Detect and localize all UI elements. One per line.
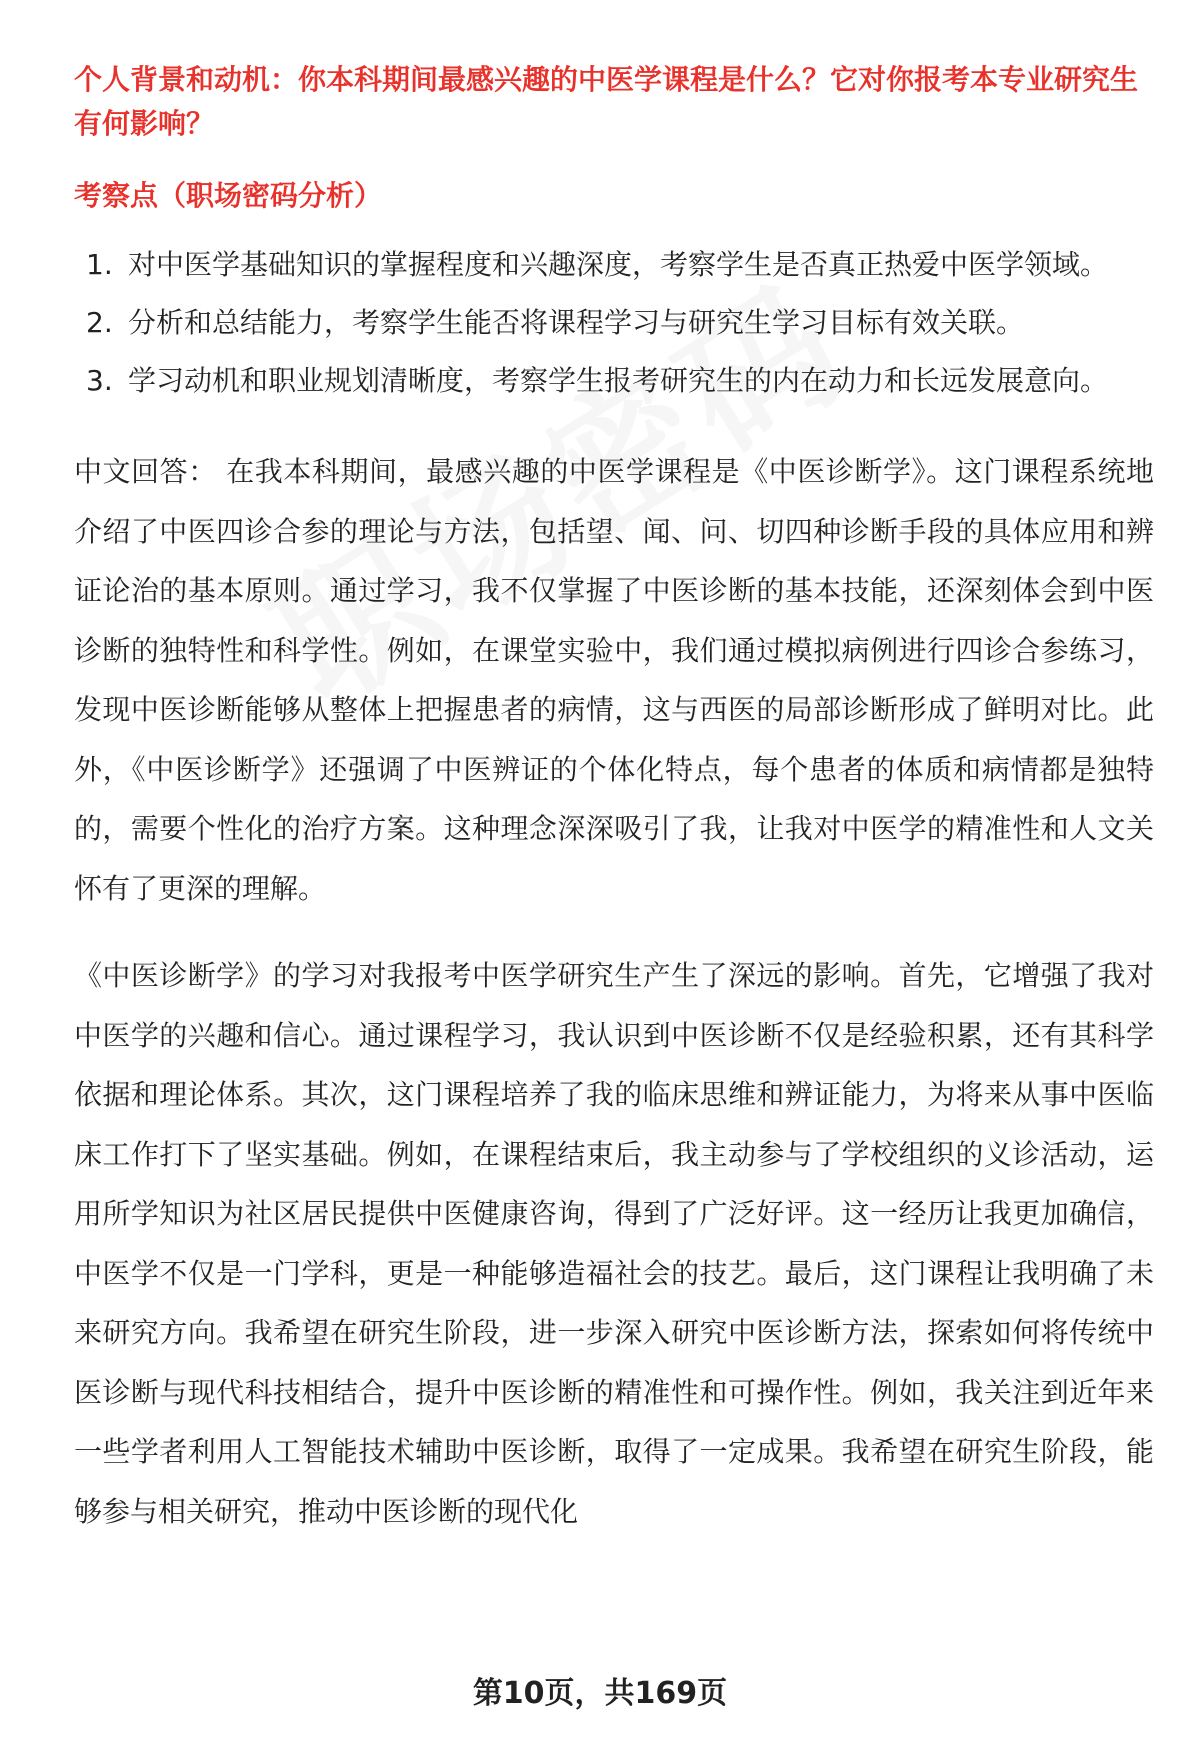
page-number-footer: 第10页，共169页 xyxy=(472,1676,728,1711)
answer-paragraph-1: 中文回答： 在我本科期间，最感兴趣的中医学课程是《中医诊断学》。这门课程系统地介绍了中医四诊合参的理论与方法，包括望、闻、问、切四种诊断手段的具体应用和辨证论治的基本原则。通过学习，我不仅掌握了中医诊断的基本技能，还深刻体会到中医诊断的独特性和科学性。例如，在课堂实验中，我们通过模拟病例进行四诊合参练习，发现中医诊断能够从整体上把握患者的病情，这与西医的局部诊断形成了鲜明对比。此外，《中医诊断学》还强调了中医辨证的个体化特点，每个患者的体质和病情都是独特的，需要个性化的治疗方案。这种理念深深吸引了我，让我对中医学的精准性和人文关怀有了更深的理解。 xyxy=(74,455,1154,905)
list-item xyxy=(74,352,1154,410)
section-title: 考察点（职场密码分析） xyxy=(74,179,383,212)
answer-paragraph-2: 《中医诊断学》的学习对我报考中医学研究生产生了深远的影响。首先，它增强了我对中医学的兴趣和信心。通过课程学习，我认识到中医诊断不仅是经验积累，还有其科学依据和理论体系。其次，这门课程培养了我的临床思维和辨证能力，为将来从事中医临床工作打下了坚实基础。例如，在课程结束后，我主动参与了学校组织的义诊活动，运用所学知识为社区居民提供中医健康咨询，得到了广泛好评。这一经历让我更加确信，中医学不仅是一门学科，更是一种能够造福社会的技艺。最后，这门课程让我明确了未来研究方向。我希望在研究生阶段，进一步深入研究中医诊断方法，探索如何将传统中医诊断与现代科技相结合，提升中医诊断的精准性和可操作性。例如，我关注到近年来一些学者利用人工智能技术辅助中医诊断，取得了一定成果。我希望在研究生阶段，能够参与相关研究，推动中医诊断的现代化 xyxy=(74,959,1154,1528)
list-item-text: 对中医学基础知识的掌握程度和兴趣深度，考察学生是否真正热爱中医学领域。 xyxy=(128,248,1109,281)
question-heading: 个人背景和动机：你本科期间最感兴趣的中医学课程是什么？它对你报考本专业研究生有何影响？ xyxy=(74,63,1139,140)
list-item-number: 2. xyxy=(86,306,113,339)
list-item xyxy=(74,294,1154,352)
list-item-number: 3. xyxy=(86,364,113,397)
assessment-points-list xyxy=(74,236,1154,410)
document-page xyxy=(74,58,1154,1541)
list-item xyxy=(74,236,1154,294)
list-item-number: 1. xyxy=(86,248,113,281)
list-item-text: 学习动机和职业规划清晰度，考察学生报考研究生的内在动力和长远发展意向。 xyxy=(128,364,1109,397)
list-item-text: 分析和总结能力，考察学生能否将课程学习与研究生学习目标有效关联。 xyxy=(128,306,1025,339)
